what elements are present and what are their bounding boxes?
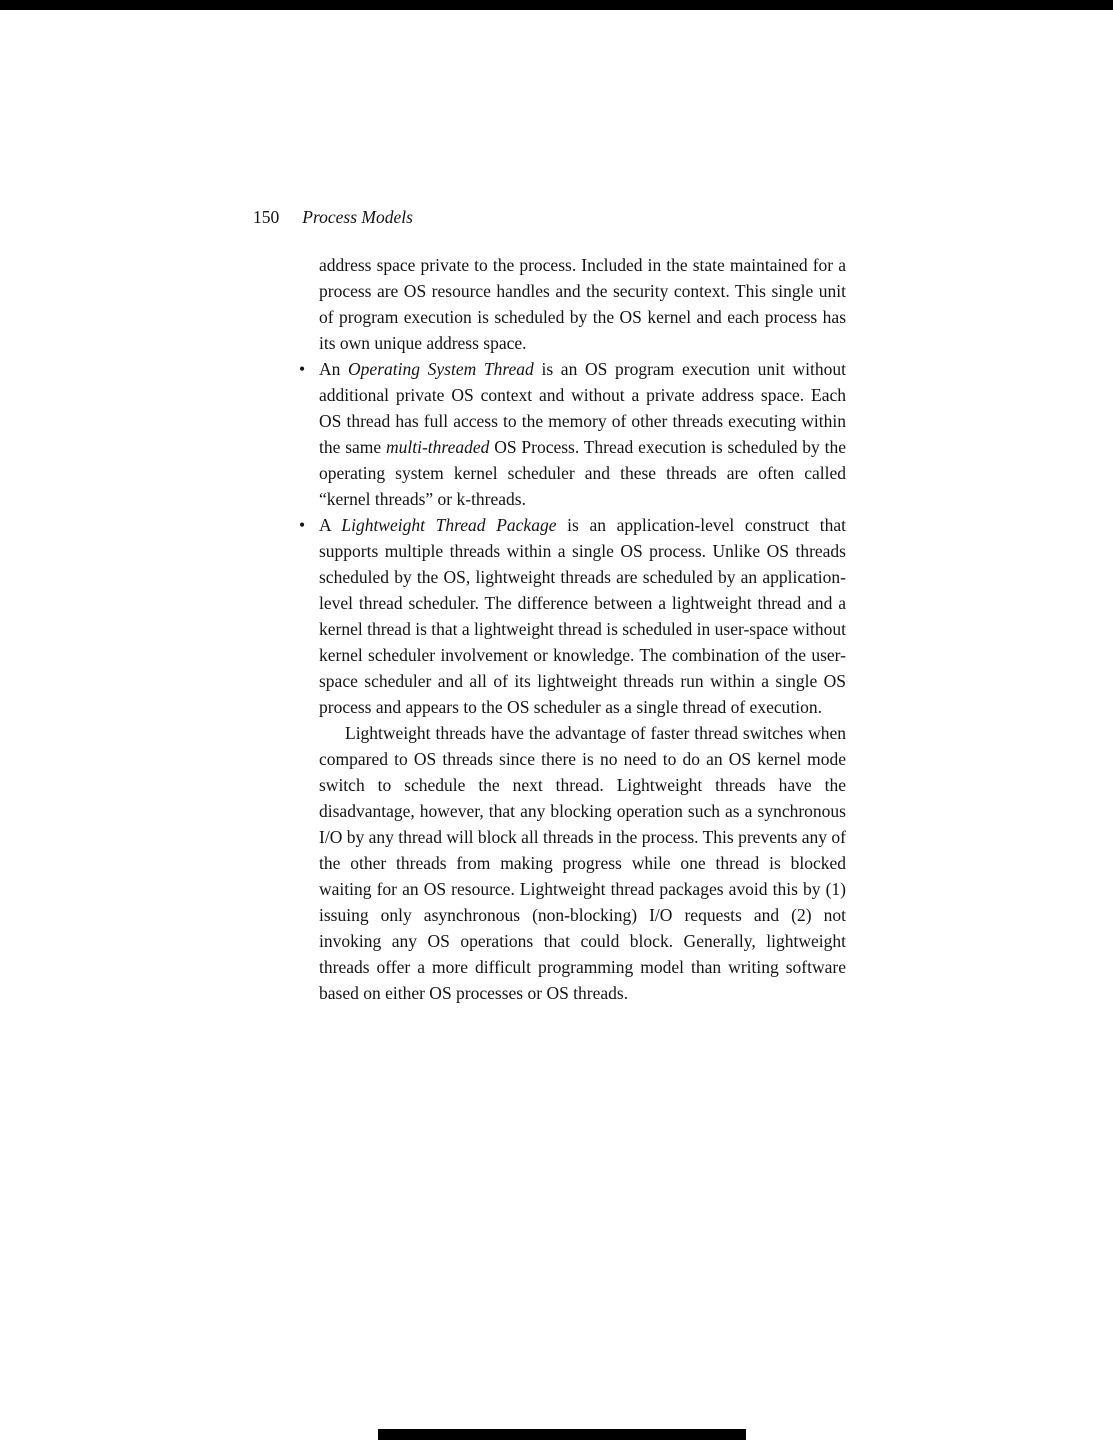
bullet-text-lightweight-thread: A Lightweight Thread Package is an application-level construct that supports multiple threads within a single OS process. Unlike OS threads scheduled by the OS, lightweight threads are scheduled by an application-level thread scheduler. The difference between a lightweight thread and a kernel thread is that a lightweight thread is scheduled in user-space without kernel scheduler involvement or knowledge. The combination of the user-space scheduler and all of its lightweight threads run within a single OS process and appears to the OS scheduler as a single thread of execution. xyxy=(319,515,846,717)
closing-paragraph: Lightweight threads have the advantage of faster thread switches when compared to OS threads since there is no need to do an OS kernel mode switch to schedule the next thread. Lightweight threads have the disadvantage, however, that any blocking operation such as a synchronous I/O by any thread will block all threads in the process. This prevents any of the other threads from making progress while one thread is blocked waiting for an OS resource. Lightweight thread packages avoid this by (1) issuing only asynchronous (non-blocking) I/O requests and (2) not invoking any OS operations that could block. Generally, lightweight threads offer a more difficult programming model than writing software based on either OS processes or OS threads. xyxy=(319,723,846,1003)
scan-artifact-top xyxy=(0,0,1113,10)
bullet-marker: • xyxy=(299,359,306,379)
chapter-title: Process Models xyxy=(302,207,413,227)
page-body xyxy=(299,252,846,1006)
running-header xyxy=(253,206,413,228)
paragraph-continuation: address space private to the process. Included in the state maintained for a process are OS resource handles and the security context. This single unit of program execution is scheduled by the OS kernel and each process has its own unique address space. xyxy=(319,255,846,353)
bullet-item-lightweight-thread xyxy=(299,512,846,720)
bullet-item-os-thread xyxy=(299,356,846,512)
bullet-text-os-thread: An Operating System Thread is an OS program execution unit without additional private OS context and without a private address space. Each OS thread has full access to the memory of other threads executing within the same multi-threaded OS Process. Thread execution is scheduled by the operating system kernel scheduler and these threads are often called “kernel threads” or k-threads. xyxy=(319,359,846,509)
page-number: 150 xyxy=(253,207,280,227)
scan-artifact-bottom xyxy=(378,1429,746,1440)
bullet-marker: • xyxy=(299,515,306,535)
